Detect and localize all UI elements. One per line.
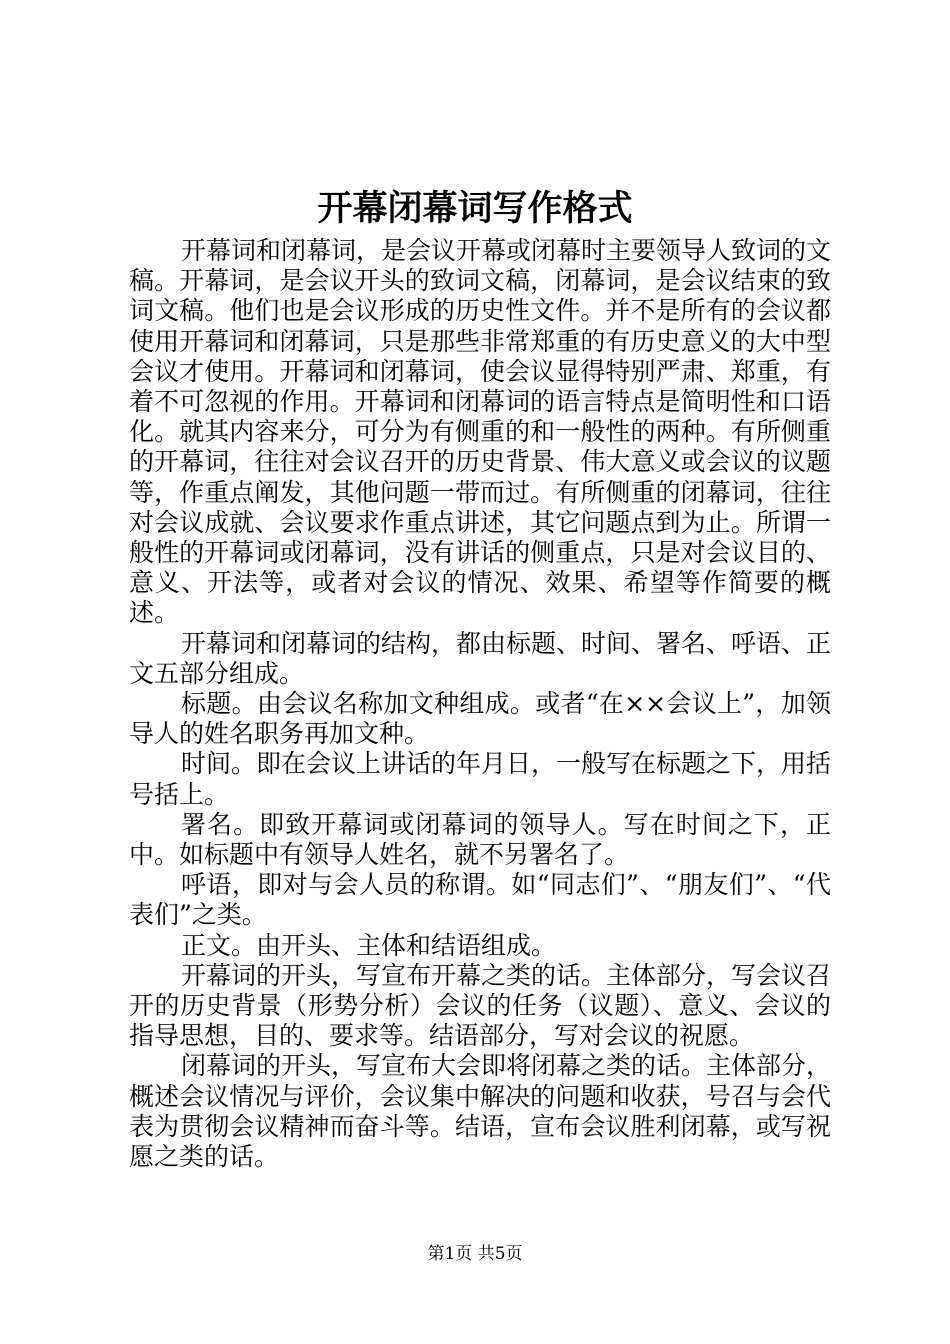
page-title: 开幕闭幕词写作格式 — [317, 188, 633, 229]
paragraph-body-section: 正文。由开头、主体和结语组成。 — [181, 930, 557, 960]
document-body — [129, 236, 831, 1172]
paragraph-structure: 开幕词和闭幕词的结构，都由标题、时间、署名、呼语、正文五部分组成。 — [129, 628, 832, 688]
paragraph-salutation-section: 呼语，即对与会人员的称谓。如“同志们”、“朋友们”、“代表们”之类。 — [129, 870, 831, 930]
paragraph-time-section: 时间。即在会议上讲话的年月日，一般写在标题之下，用括号括上。 — [129, 749, 832, 809]
paragraph-intro: 开幕词和闭幕词，是会议开幕或闭幕时主要领导人致词的文稿。开幕词，是会议开头的致词文稿，闭幕词，是会议结束的致词文稿。他们也是会议形成的历史性文件。并不是所有的会议都使用开幕词和闭幕词，只是那些非常郑重的有历史意义的大中型会议才使用。开幕词和闭幕词，使会议显得特别严肃、郑重，有着不可忽视的作用。开幕词和闭幕词的语言特点是简明性和口语化。就其内容来分，可分为有侧重的和一般性的两种。有所侧重的开幕词，往往对会议召开的历史背景、伟大意义或会议的议题等，作重点阐发，其他问题一带而过。有所侧重的闭幕词，往往对会议成就、会议要求作重点讲述，其它问题点到为止。所谓一般性的开幕词或闭幕词，没有讲话的侧重点，只是对会议目的、意义、开法等，或者对会议的情况、效果、希望等作简要的概述。 — [129, 236, 832, 628]
paragraph-opening-speech: 开幕词的开头，写宣布开幕之类的话。主体部分，写会议召开的历史背景（形势分析）会议的任务（议题）、意义、会议的指导思想，目的、要求等。结语部分，写对会议的祝愿。 — [129, 960, 832, 1051]
paragraph-title-section: 标题。由会议名称加文种组成。或者“在××会议上”，加领导人的姓名职务再加文种。 — [129, 689, 831, 749]
paragraph-closing-speech: 闭幕词的开头，写宣布大会即将闭幕之类的话。主体部分，概述会议情况与评价，会议集中解决的问题和收获，号召与会代表为贯彻会议精神而奋斗等。结语，宣布会议胜利闭幕，或写祝愿之类的话。 — [129, 1051, 832, 1172]
page-indicator: 第1页 共5页 — [427, 1244, 523, 1264]
paragraph-signature-section: 署名。即致开幕词或闭幕词的领导人。写在时间之下，正中。如标题中有领导人姓名，就不另署名了。 — [129, 809, 831, 870]
